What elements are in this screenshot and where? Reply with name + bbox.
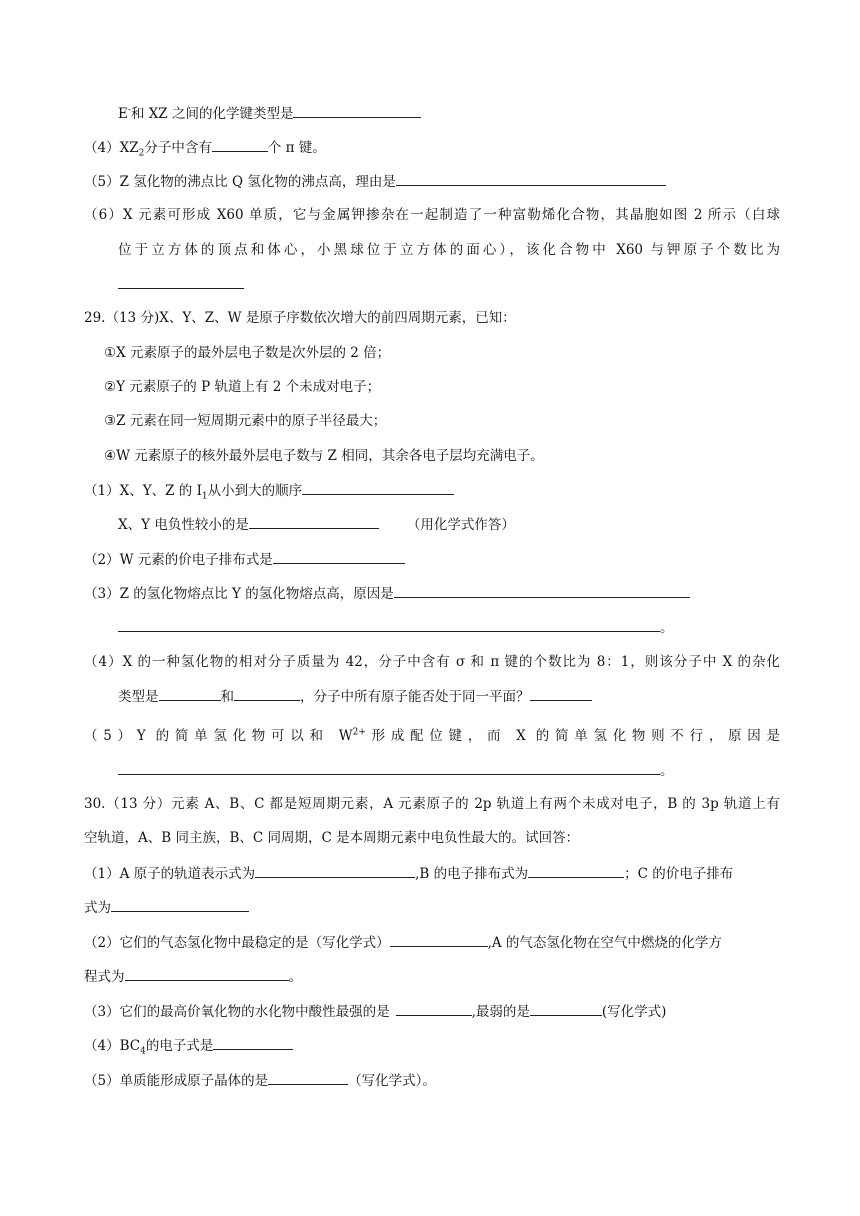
answer-blank[interactable] bbox=[268, 1070, 348, 1085]
answer-blank[interactable] bbox=[111, 897, 249, 912]
q29-part5-line1: （5）Y 的简单氢化物可以和 $W^{2+}$形成配位键，而 X 的简单氢化物则不行，原因是 bbox=[84, 727, 780, 744]
q28-part4: $(4)XZ_2$分子中含有 个 π 键。 bbox=[84, 137, 326, 158]
answer-blank[interactable] bbox=[159, 686, 221, 701]
q30-part1-line1: （1）A 原子的轨道表示式为 ,B 的电子排布式为 ；C 的价电子排布 bbox=[84, 863, 733, 884]
q29-part2: （2）W 元素的价电子排布式是 bbox=[84, 549, 405, 570]
answer-blank[interactable] bbox=[530, 1001, 602, 1016]
answer-blank[interactable] bbox=[234, 686, 300, 701]
q28-part6-line2: 位于立方体的顶点和体心，小黑球位于立方体的面心），该化合物中 X60 与钾原子个数比为 bbox=[118, 242, 780, 258]
q29-heading: 29.（13 分)X、Y、Z、W 是原子序数依次增大的前四周期元素，已知： bbox=[84, 310, 516, 326]
answer-blank[interactable] bbox=[396, 1001, 472, 1016]
answer-blank[interactable] bbox=[530, 686, 592, 701]
q30-part4: $(4)BC_4$的电子式是 bbox=[84, 1035, 293, 1056]
q29-condition-1: ①X 元素原子的最外层电子数是次外层的 2 倍； bbox=[104, 345, 391, 361]
answer-blank[interactable] bbox=[118, 617, 660, 632]
q29-part1-line1: （1）X、Y、Z 的 $I_1$从小到大的顺序 bbox=[84, 480, 454, 501]
q29-part3-continuation: 。 bbox=[118, 617, 674, 638]
q28-part5: （5）Z 氢化物的沸点比 Q 氢化物的沸点高，理由是 bbox=[84, 171, 666, 192]
answer-blank[interactable] bbox=[293, 103, 421, 118]
answer-blank[interactable] bbox=[255, 863, 415, 878]
q30-part3: （3）它们的最高价氧化物的水化物中酸性最强的是 ,最弱的是 (写化学式) bbox=[84, 1001, 666, 1022]
answer-blank[interactable] bbox=[390, 932, 488, 947]
q29-condition-3: ③Z 元素在同一短周期元素中的原子半径最大； bbox=[104, 413, 387, 429]
q30-heading-line2: 空轨道，A、B 同主族，B、C 同周期，C 是本周期元素中电负性最大的。试回答： bbox=[84, 830, 580, 846]
answer-blank[interactable] bbox=[118, 274, 244, 289]
q29-part4-line1: （4）X 的一种氢化物的相对分子质量为 42，分子中含有 σ 和 π 键的个数比为 8：1，则该分子中 X 的杂化 bbox=[84, 654, 780, 670]
answer-blank[interactable] bbox=[394, 583, 690, 598]
q29-part5-continuation: 。 bbox=[118, 760, 674, 781]
answer-blank[interactable] bbox=[213, 1035, 293, 1050]
q30-part1-line2: 式为 bbox=[84, 897, 249, 918]
q29-condition-2: ②Y 元素原子的 P 轨道上有 2 个未成对电子； bbox=[104, 379, 381, 395]
answer-blank[interactable] bbox=[273, 549, 405, 564]
q30-part5: （5）单质能形成原子晶体的是 （写化学式）。 bbox=[84, 1070, 436, 1091]
q30-part2-line1: （2）它们的气态氢化物中最稳定的是（写化学式） ,A 的气态氢化物在空气中燃烧的化学方 bbox=[84, 932, 722, 953]
answer-blank[interactable] bbox=[249, 514, 379, 529]
q28-part6-line1: （6）X 元素可形成 X60 单质，它与金属钾掺杂在一起制造了一种富勒烯化合物，其晶胞如图 2 所示（白球 bbox=[84, 207, 780, 223]
q29-part1-line2: X、Y 电负性较小的是 （用化学式作答） bbox=[118, 514, 515, 535]
q28-line-bond-type: E-和 XZ 之间的化学键类型是 bbox=[118, 103, 421, 124]
q29-condition-4: ④W 元素原子的核外最外层电子数与 Z 相同，其余各电子层均充满电子。 bbox=[104, 448, 544, 464]
q29-part3: （3）Z 的氢化物熔点比 Y 的氢化物熔点高，原因是 bbox=[84, 583, 690, 604]
answer-blank[interactable] bbox=[118, 760, 660, 775]
q28-part6-blank-line bbox=[118, 274, 244, 295]
answer-blank[interactable] bbox=[302, 480, 454, 495]
answer-blank[interactable] bbox=[396, 171, 666, 186]
q29-part4-line2: 类型是 和 ，分子中所有原子能否处于同一平面？ bbox=[118, 686, 592, 707]
answer-blank[interactable] bbox=[125, 966, 289, 981]
q30-part2-line2: 程式为 。 bbox=[84, 966, 302, 987]
answer-blank[interactable] bbox=[212, 137, 268, 152]
answer-blank[interactable] bbox=[528, 863, 624, 878]
q30-heading-line1: 30.（13 分）元素 A、B、C 都是短周期元素，A 元素原子的 2p 轨道上有两个未成对电子，B 的 3p 轨道上有 bbox=[84, 796, 780, 812]
